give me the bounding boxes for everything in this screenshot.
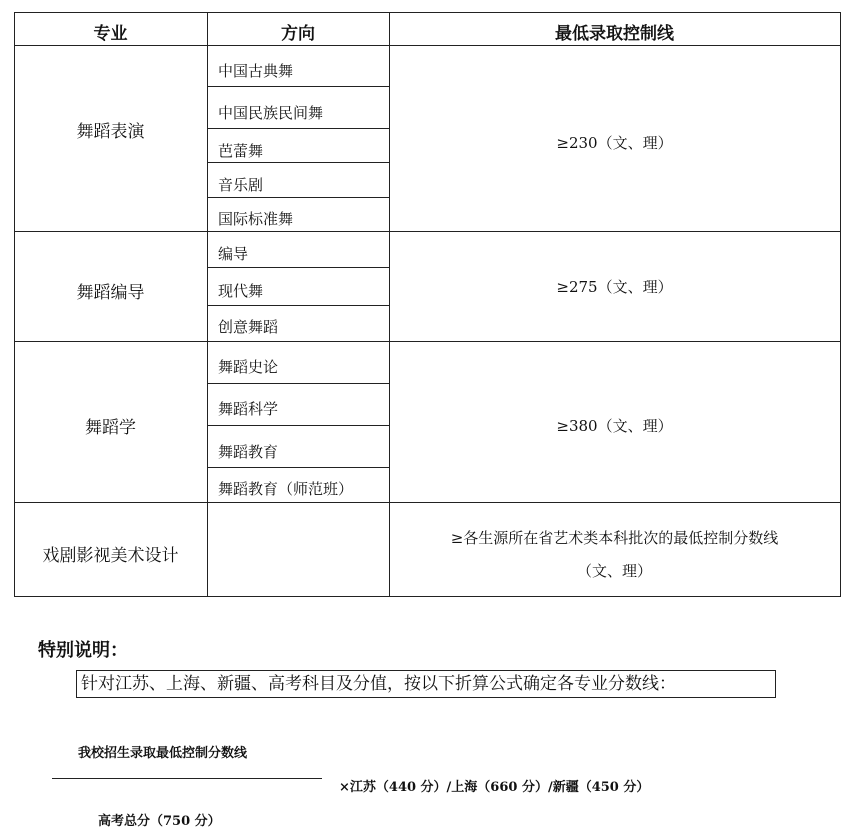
row-divider	[207, 128, 389, 129]
row-divider	[207, 162, 389, 163]
direction-cell: 现代舞	[218, 282, 264, 300]
group-divider	[14, 231, 841, 232]
direction-cell: 舞蹈教育	[218, 443, 279, 461]
formula-numerator: 我校招生录取最低控制分数线	[78, 746, 248, 761]
major-cell: 戏剧影视美术设计	[42, 546, 179, 566]
column-divider	[207, 12, 208, 597]
group-divider	[14, 502, 841, 503]
group-divider	[14, 341, 841, 342]
row-divider	[207, 305, 389, 306]
column-divider	[389, 12, 390, 597]
score-cell-line1: ≥各生源所在省艺术类本科批次的最低控制分数线	[450, 529, 779, 547]
row-divider	[207, 467, 389, 468]
special-note-text: 针对江苏、上海、新疆、高考科目及分值，按以下折算公式确定各专业分数线：	[76, 670, 776, 698]
table-border-right	[840, 12, 841, 597]
score-cell: ≥275（文、理）	[556, 278, 673, 296]
header-direction: 方向	[281, 24, 315, 44]
direction-cell: 舞蹈史论	[218, 358, 279, 376]
score-cell-line2: （文、理）	[576, 562, 652, 580]
table-border-top	[14, 12, 841, 13]
formula-multiplier: ×江苏（440 分）/上海（660 分）/新疆（450 分）	[339, 780, 650, 795]
row-divider	[207, 197, 389, 198]
major-cell: 舞蹈表演	[76, 122, 145, 142]
fraction-bar	[52, 778, 322, 779]
row-divider	[207, 267, 389, 268]
score-cell: ≥380（文、理）	[556, 417, 673, 435]
table-border-left	[14, 12, 15, 597]
direction-cell: 音乐剧	[218, 176, 264, 194]
direction-cell: 国际标准舞	[218, 210, 294, 228]
score-cell: ≥230（文、理）	[556, 134, 673, 152]
direction-cell: 舞蹈科学	[218, 400, 279, 418]
header-major: 专业	[93, 24, 128, 44]
row-divider	[207, 383, 389, 384]
major-cell: 舞蹈编导	[76, 283, 145, 303]
direction-cell: 编导	[218, 245, 249, 263]
row-divider	[207, 425, 389, 426]
direction-cell: 中国民族民间舞	[218, 104, 324, 122]
table-border-bottom	[14, 596, 841, 597]
row-divider	[207, 86, 389, 87]
header-score: 最低录取控制线	[555, 24, 674, 44]
special-note-title: 特别说明：	[38, 640, 128, 661]
direction-cell: 创意舞蹈	[218, 318, 279, 336]
header-divider	[14, 45, 841, 46]
formula-denominator: 高考总分（750 分）	[98, 814, 221, 829]
direction-cell: 舞蹈教育（师范班）	[218, 480, 354, 498]
major-cell: 舞蹈学	[85, 418, 136, 438]
direction-cell: 芭蕾舞	[218, 142, 264, 160]
direction-cell: 中国古典舞	[218, 62, 294, 80]
